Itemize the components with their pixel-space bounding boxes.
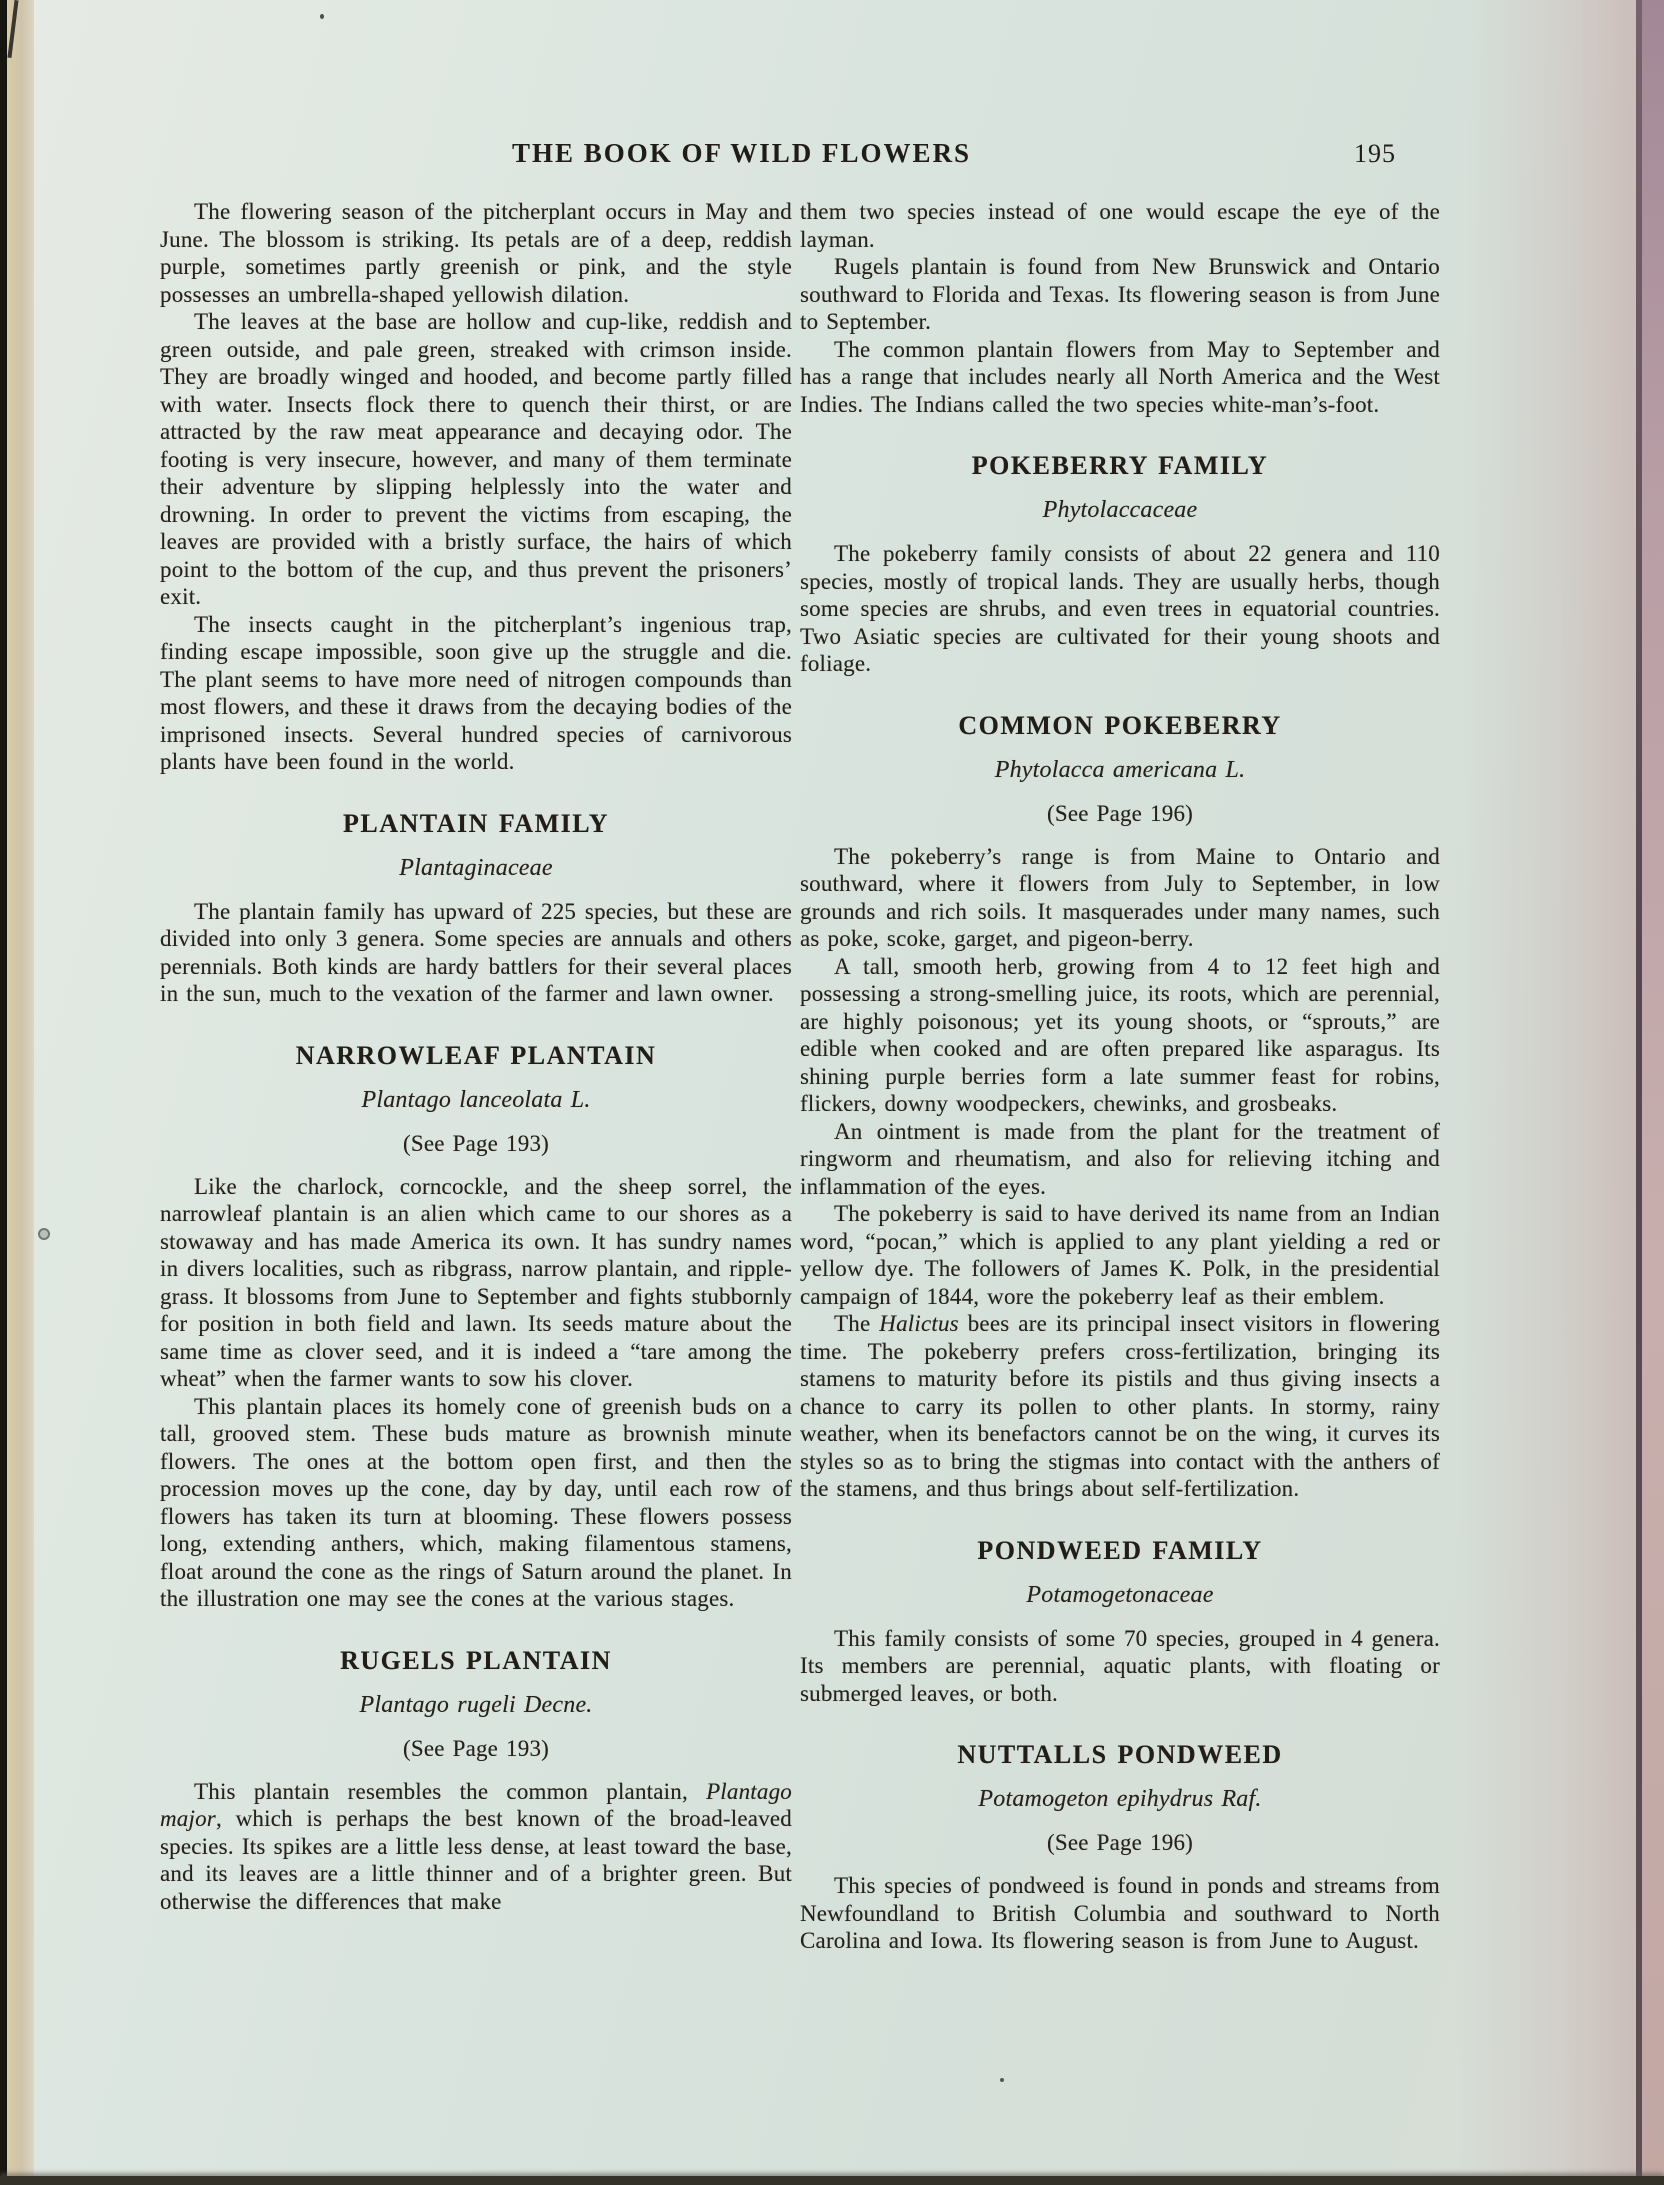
paragraph-plantain-family: The plantain family has upward of 225 species, but these are divided into only 3 genera. Some species are annuals and others perennials. Both kinds are hardy battlers for their several places in the sun, much to the vexation of the farmer and lawn owner.: [160, 898, 792, 1006]
section-heading-common-pokeberry: COMMON POKEBERRY: [958, 710, 1282, 740]
scan-edge-bottom: [0, 2176, 1664, 2185]
paragraph-common-plantain-range: The common plantain flowers from May to September and has a range that includes nearly all North America and the West Indies. The Indians called the two species white-man’s-foot.: [800, 336, 1440, 417]
section-heading-pondweed-family: PONDWEED FAMILY: [977, 1535, 1263, 1565]
paper-speck: [320, 14, 324, 19]
section-heading-plantain-family: PLANTAIN FAMILY: [343, 808, 609, 838]
section-heading-rugels-plantain: RUGELS PLANTAIN: [340, 1645, 612, 1675]
paragraph-pondweed-family: This family consists of some 70 species, grouped in 4 genera. Its members are perennial, aquatic plants, with floating or submerged leaves, or both.: [800, 1625, 1440, 1706]
paragraph-pitcherplant-leaves: The leaves at the base are hollow and cup-like, reddish and green outside, and pale green, streaked with crimson inside. They are broadly winged and hooded, and become partly filled with water. Insects flock there to quench their thirst, or are attracted by the raw meat appearance and decaying odor. The footing is very insecure, however, and many of them terminate their adventure by slipping helplessly into the water and drowning. In order to prevent the victims from escaping, the leaves are provided with a bristly surface, the hairs of which point to the bottom of the cup, and thus prevent the prisoners’ exit.: [160, 309, 792, 609]
paragraph-pokeberry-name: The pokeberry is said to have derived its name from an Indian word, “pocan,” which is applied to any plant yielding a red or yellow dye. The followers of James K. Polk, in the presidential campaign of 1844, wore the pokeberry leaf as their emblem.: [800, 1201, 1440, 1309]
paragraph-nuttalls-pondweed: This species of pondweed is found in ponds and streams from Newfoundland to British Columbia and southward to North Carolina and Iowa. Its flowering season is from June to August.: [800, 1873, 1440, 1953]
paper-speck: [38, 1228, 50, 1240]
latin-name-potamogetonaceae: Potamogetonaceae: [1026, 1581, 1214, 1608]
paragraph-rugels-1: This plantain resembles the common plantain, Plantago major, which is perhaps the best known of the broad-leaved species. Its spikes are a little less dense, at least toward the base, and its leaves are a little thinner and of a brighter green. But otherwise the differences that make: [160, 1778, 792, 1914]
latin-name-plantago-lanceolata: Plantago lanceolata L.: [361, 1086, 591, 1113]
section-heading-pokeberry-family: POKEBERRY FAMILY: [971, 451, 1269, 480]
see-page-reference: (See Page 193): [402, 1130, 550, 1156]
paragraph-narrowleaf-1: Like the charlock, corncockle, and the sheep sorrel, the narrowleaf plantain is an alien which came to our shores as a stowaway and has made America its own. It has sundry names in divers localities, such as ribgrass, narrow plantain, and ripple-grass. It blossoms from June to September and fights stubbornly for position in both field and lawn. Its seeds mature about the same time as clover seed, and it is indeed a “tare among the wheat” when the farmer wants to sow his clover.: [160, 1173, 792, 1391]
paragraph-pokeberry-family: The pokeberry family consists of about 22 genera and 110 species, mostly of tropical lands. They are usually herbs, though some species are shrubs, and even trees in equatorial countries. Two Asiatic species are cultivated for their young shoots and foliage.: [800, 541, 1440, 676]
book-spine-edge: [7, 0, 34, 2185]
running-head: [0, 138, 1664, 178]
paragraph-narrowleaf-2: This plantain places its homely cone of greenish buds on a tall, grooved stem. These buds mature as brownish minute flowers. The ones at the bottom open first, and then the procession moves up the cone, day by day, until each row of flowers has taken its turn at blooming. These flowers possess long, extending anthers, which, making filamentous stamens, float around the cone as the rings of Saturn around the planet. In the illustration one may see the cones at the various stages.: [160, 1393, 792, 1611]
paper-speck: [1000, 2078, 1004, 2082]
paragraph-pitcherplant-season: The flowering season of the pitcherplant occurs in May and June. The blossom is striking. Its petals are of a deep, reddish purple, sometimes partly greenish or pink, and the style possesses an umbrella-shaped yellowish dilation.: [160, 199, 792, 307]
book-title: THE BOOK OF WILD FLOWERS: [512, 138, 972, 168]
section-heading-narrowleaf-plantain: NARROWLEAF PLANTAIN: [295, 1040, 657, 1070]
latin-name-potamogeton-epihydrus: Potamogeton epihydrus Raf.: [978, 1786, 1262, 1812]
latin-name-phytolacca-americana: Phytolacca americana L.: [994, 756, 1246, 783]
right-column: [800, 198, 1440, 1955]
page-number: 195: [1354, 139, 1396, 168]
left-column: [160, 198, 792, 1915]
see-page-reference: (See Page 196): [1046, 1830, 1194, 1855]
paragraph-pitcherplant-insects: The insects caught in the pitcherplant’s ingenious trap, finding escape impossible, soon give up the struggle and die. The plant seems to have more need of nitrogen compounds than most flowers, and these it draws from the decaying bodies of the imprisoned insects. Several hundred species of carnivorous plants have been found in the world.: [160, 611, 792, 774]
section-heading-nuttalls-pondweed: NUTTALLS PONDWEED: [957, 1740, 1283, 1769]
see-page-reference: (See Page 193): [402, 1735, 550, 1761]
scan-edge-right: [1642, 0, 1664, 2185]
latin-name-phytolaccaceae: Phytolaccaceae: [1042, 497, 1198, 523]
latin-name-plantaginaceae: Plantaginaceae: [399, 854, 553, 881]
paragraph-pokeberry-herb: A tall, smooth herb, growing from 4 to 12 feet high and possessing a strong-smelling juice, its roots, which are perennial, are highly poisonous; yet its young shoots, or “sprouts,” are edible when cooked and are often prepared like asparagus. Its shining purple berries form a late summer feast for robins, flickers, downy woodpeckers, chewinks, and grosbeaks.: [800, 953, 1440, 1116]
scan-edge-left: [0, 0, 7, 2185]
page-curl-tint: [1460, 0, 1636, 2185]
paragraph-rugels-range: Rugels plantain is found from New Brunswick and Ontario southward to Florida and Texas. Its flowering season is from June to September.: [800, 254, 1440, 334]
paragraph-pokeberry-ointment: An ointment is made from the plant for the treatment of ringworm and rheumatism, and also for relieving itching and inflammation of the eyes.: [800, 1118, 1440, 1199]
paragraph-pokeberry-bees: The Halictus bees are its principal insect visitors in flowering time. The pokeberry prefers cross-fertilization, bringing its stamens to maturity before its pistils and thus giving insects a chance to carry its pollen to other plants. In stormy, rainy weather, when its benefactors cannot be on the wing, it curves its styles so as to bring the stigmas into contact with the anthers of the stamens, and thus brings about self-fertilization.: [800, 1311, 1441, 1501]
see-page-reference: (See Page 196): [1046, 800, 1194, 826]
latin-name-plantago-rugeli: Plantago rugeli Decne.: [359, 1691, 593, 1718]
paragraph-rugels-continuation: them two species instead of one would escape the eye of the layman.: [800, 199, 1440, 252]
paragraph-pokeberry-range: The pokeberry’s range is from Maine to Ontario and southward, where it flowers from July to September, in low grounds and rich soils. It masquerades under many names, such as poke, scoke, garget, and pigeon-berry.: [800, 843, 1440, 951]
